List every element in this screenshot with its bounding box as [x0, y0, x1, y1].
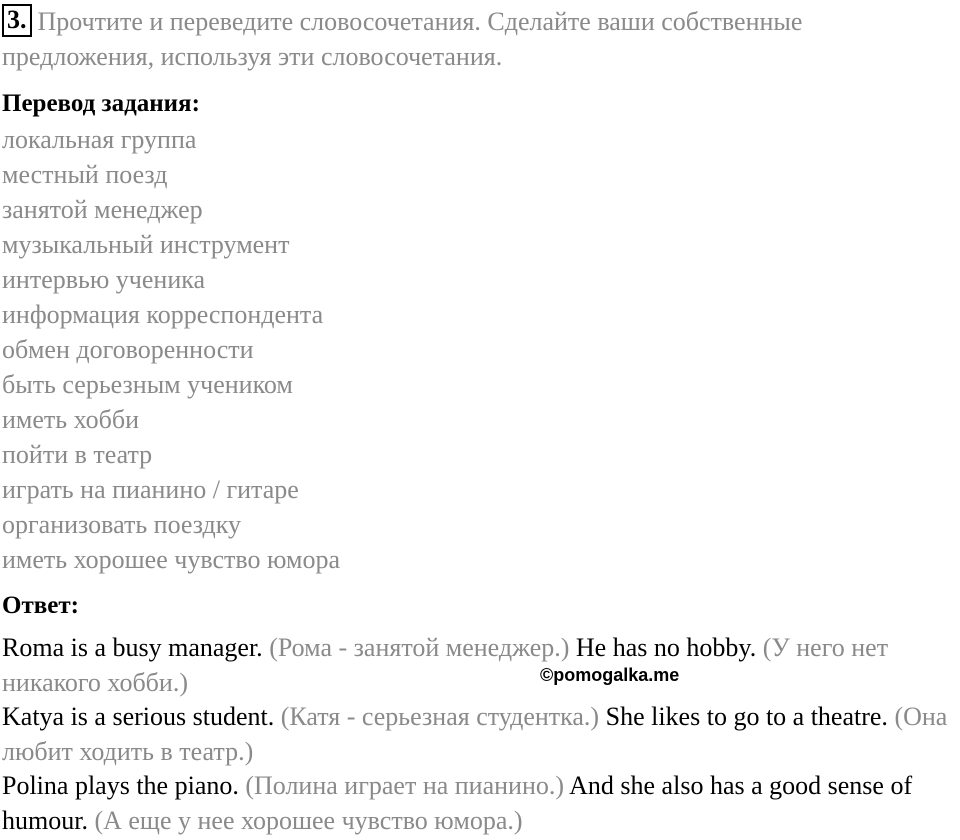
phrase-item: локальная группа [2, 125, 197, 154]
phrase-item: музыкальный инструмент [2, 230, 290, 259]
task-number: 3. [2, 4, 32, 37]
phrase-item: занятой менеджер [2, 195, 203, 224]
russian-translation: (Рома - занятой менеджер.) [269, 633, 570, 662]
task-instruction: Прочтите и переведите словосочетания. Сделайте ваши собственные предложения, используя эти словосочетания. [2, 7, 803, 71]
watermark: ©pomogalka.me [540, 665, 680, 685]
russian-translation: (А еще у нее хорошее чувство юмора.) [94, 805, 523, 835]
answer-paragraph [2, 631, 958, 700]
phrase-item: обмен договоренности [2, 335, 254, 364]
russian-translation: (Полина играет на пианино.) [245, 771, 565, 800]
english-sentence: And she also has a good sense of humour. [2, 771, 913, 835]
russian-translation: (Катя - серьезная студентка.) [280, 702, 600, 731]
english-sentence: He has no hobby. [575, 633, 757, 662]
task-instruction-block [2, 4, 952, 74]
phrase-item: местный поезд [2, 160, 168, 189]
russian-translation: (Она любит ходить в театр.) [2, 702, 948, 766]
phrase-item: пойти в театр [2, 440, 153, 469]
phrase-item: иметь хорошее чувство юмора [2, 545, 341, 574]
phrase-list [2, 122, 340, 577]
answer-paragraph [2, 769, 958, 838]
english-sentence: She likes to go to a theatre. [605, 702, 888, 731]
phrase-item: играть на пианино / гитаре [2, 475, 299, 504]
phrase-item: организовать поездку [2, 510, 242, 539]
phrase-item: интервью ученика [2, 265, 206, 294]
english-sentence: Roma is a busy manager. [2, 633, 263, 662]
answer-text [2, 631, 958, 838]
english-sentence: Polina plays the piano. [2, 771, 239, 800]
translation-heading: Перевод задания: [2, 90, 200, 117]
english-sentence: Katya is a serious student. [2, 702, 275, 731]
phrase-item: быть серьезным учеником [2, 370, 293, 399]
answer-paragraph [2, 700, 958, 769]
answer-heading: Ответ: [2, 592, 79, 619]
phrase-item: иметь хобби [2, 405, 140, 434]
phrase-item: информация корреспондента [2, 300, 324, 329]
russian-translation: (У него нет никакого хобби.) [2, 633, 889, 697]
